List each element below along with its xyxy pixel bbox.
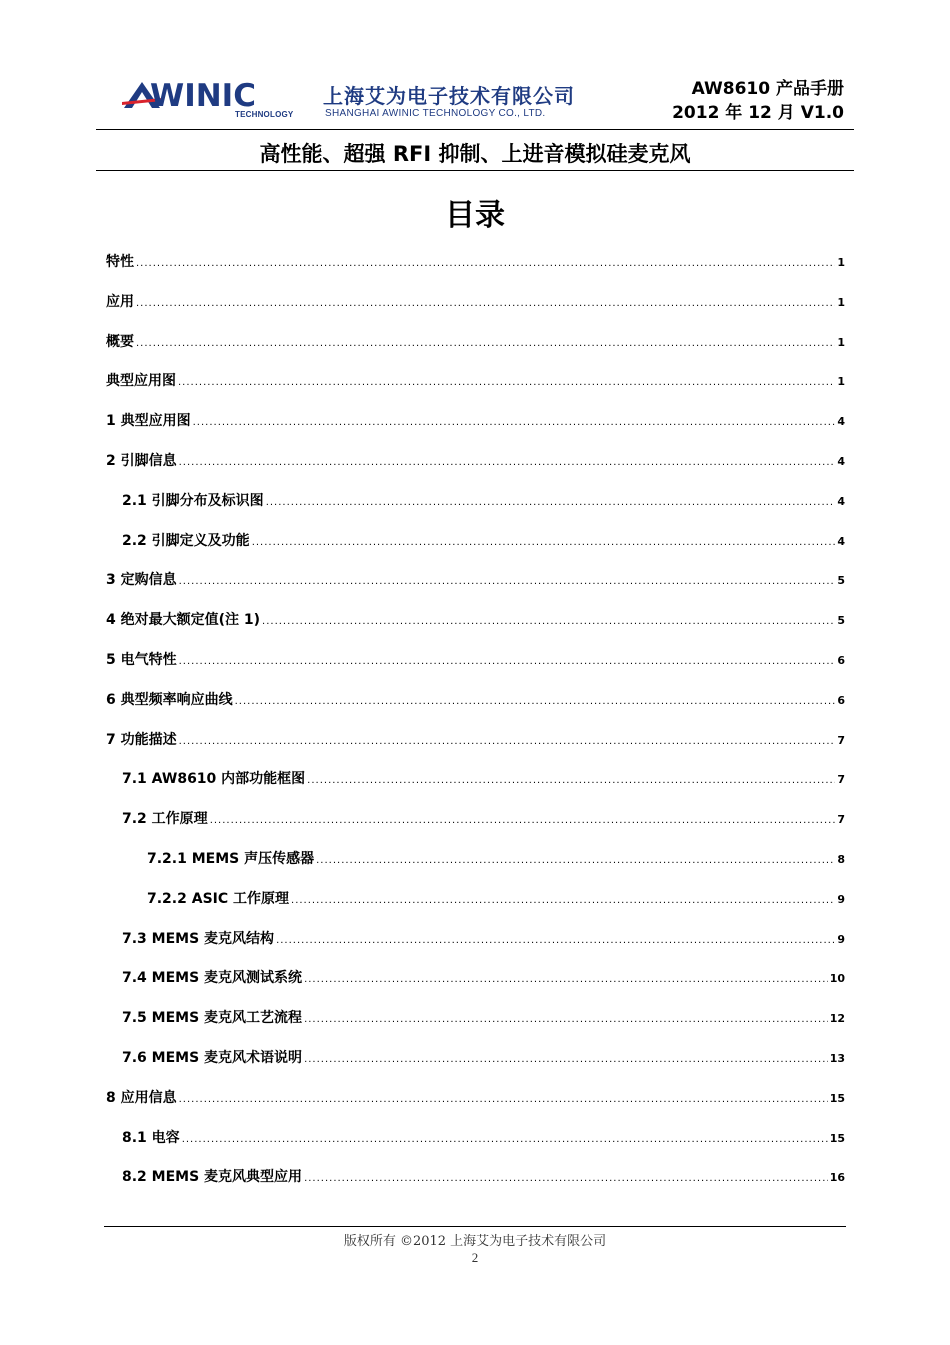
toc-entry-page: 4 xyxy=(837,415,845,428)
toc-entry-label: 2.2 引脚定义及功能 xyxy=(122,533,250,549)
toc-entry[interactable] xyxy=(106,370,845,394)
toc-entry-page: 13 xyxy=(829,1052,845,1065)
toc-entry[interactable] xyxy=(106,450,845,474)
toc-entry[interactable] xyxy=(106,569,845,593)
toc-entry-page: 4 xyxy=(837,535,845,548)
toc-entry[interactable] xyxy=(147,888,845,912)
toc-leader-dots xyxy=(291,895,835,906)
toc-entry-label: 7 功能描述 xyxy=(106,732,177,748)
toc-entry-label: 2 引脚信息 xyxy=(106,453,177,469)
product-subtitle: 高性能、超强 RFI 抑制、上进音模拟硅麦克风 xyxy=(259,142,691,166)
toc-entry-label: 8.1 电容 xyxy=(122,1130,180,1146)
logo-wordmark: WINIC xyxy=(150,78,256,114)
toc-entry-page: 6 xyxy=(837,654,845,667)
toc-entry-label: 7.2.1 MEMS 声压传感器 xyxy=(147,851,315,867)
toc-entry-page: 4 xyxy=(837,495,845,508)
footer-divider xyxy=(104,1226,846,1227)
toc-entry-label: 5 电气特性 xyxy=(106,652,177,668)
company-name-en: SHANGHAI AWINIC TECHNOLOGY CO., LTD. xyxy=(325,108,546,119)
toc-entry-label: 2.1 引脚分布及标识图 xyxy=(122,493,264,509)
toc-entry[interactable] xyxy=(122,928,845,952)
toc-entry[interactable] xyxy=(122,490,845,514)
toc-entry[interactable] xyxy=(122,1166,845,1190)
toc-entry-label: 特性 xyxy=(106,254,134,270)
logo-tagline: TECHNOLOGY xyxy=(235,110,294,119)
toc-leader-dots xyxy=(252,537,836,548)
toc-heading: 目录 xyxy=(445,198,505,233)
toc-leader-dots xyxy=(307,775,835,786)
toc-leader-dots xyxy=(304,1054,828,1065)
toc-leader-dots xyxy=(262,616,835,627)
toc-entry[interactable] xyxy=(106,649,845,673)
toc-leader-dots xyxy=(193,417,836,428)
toc-entry-page: 1 xyxy=(837,336,845,349)
toc-leader-dots xyxy=(179,457,836,468)
toc-entry-label: 典型应用图 xyxy=(106,373,176,389)
toc-entry-page: 1 xyxy=(837,256,845,269)
toc-entry[interactable] xyxy=(106,689,845,713)
toc-entry[interactable] xyxy=(122,1127,845,1151)
toc-entry[interactable] xyxy=(106,331,845,355)
toc-leader-dots xyxy=(235,696,836,707)
toc-entry-page: 7 xyxy=(837,773,845,786)
toc-entry[interactable] xyxy=(122,967,845,991)
toc-leader-dots xyxy=(316,855,835,866)
toc-leader-dots xyxy=(179,1094,828,1105)
toc-entry-page: 12 xyxy=(829,1012,845,1025)
header-divider xyxy=(96,129,854,130)
toc-entry-label: 7.6 MEMS 麦克风术语说明 xyxy=(122,1050,303,1066)
toc-entry-label: 7.2.2 ASIC 工作原理 xyxy=(147,891,290,907)
toc-entry-label: 7.1 AW8610 内部功能框图 xyxy=(122,771,306,787)
toc-entry[interactable] xyxy=(122,1007,845,1031)
toc-entry-page: 9 xyxy=(837,933,845,946)
subtitle-divider xyxy=(96,170,854,171)
toc-entry-page: 15 xyxy=(829,1132,845,1145)
toc-entry[interactable] xyxy=(106,1087,845,1111)
page-number: 2 xyxy=(471,1250,479,1265)
toc-entry-page: 8 xyxy=(837,853,845,866)
toc-leader-dots xyxy=(136,338,835,349)
toc-entry-label: 8 应用信息 xyxy=(106,1090,177,1106)
toc-entry-page: 1 xyxy=(837,296,845,309)
toc-entry-page: 1 xyxy=(837,375,845,388)
toc-entry[interactable] xyxy=(122,1047,845,1071)
toc-entry-label: 7.4 MEMS 麦克风测试系统 xyxy=(122,970,303,986)
toc-entry-page: 5 xyxy=(837,574,845,587)
toc-leader-dots xyxy=(136,258,835,269)
toc-entry-page: 9 xyxy=(837,893,845,906)
toc-entry-label: 1 典型应用图 xyxy=(106,413,191,429)
toc-entry[interactable] xyxy=(122,530,845,554)
toc-entry-page: 10 xyxy=(829,972,845,985)
toc-entry-label: 应用 xyxy=(106,294,134,310)
toc-entry-label: 4 绝对最大额定值(注 1) xyxy=(106,612,261,628)
toc-leader-dots xyxy=(178,377,835,388)
toc-entry[interactable] xyxy=(122,768,845,792)
toc-entry-page: 7 xyxy=(837,734,845,747)
page-header xyxy=(0,0,950,140)
toc-entry-label: 3 定购信息 xyxy=(106,572,177,588)
toc-entry-label: 6 典型频率响应曲线 xyxy=(106,692,233,708)
document-title: AW8610 产品手册 xyxy=(691,79,844,99)
toc-entry[interactable] xyxy=(106,729,845,753)
toc-entry-page: 5 xyxy=(837,614,845,627)
toc-entry-label: 7.5 MEMS 麦克风工艺流程 xyxy=(122,1010,303,1026)
toc-entry-label: 概要 xyxy=(106,334,134,350)
toc-leader-dots xyxy=(210,815,836,826)
toc-leader-dots xyxy=(304,1014,828,1025)
company-name-cn: 上海艾为电子技术有限公司 xyxy=(323,84,575,108)
toc-entry-label: 7.2 工作原理 xyxy=(122,811,208,827)
toc-entry-page: 6 xyxy=(837,694,845,707)
toc-leader-dots xyxy=(179,656,836,667)
toc-leader-dots xyxy=(304,1173,828,1184)
toc-entry[interactable] xyxy=(106,251,845,275)
toc-leader-dots xyxy=(179,576,836,587)
toc-entry-page: 4 xyxy=(837,455,845,468)
toc-leader-dots xyxy=(136,298,835,309)
toc-entry[interactable] xyxy=(106,410,845,434)
toc-leader-dots xyxy=(182,1134,828,1145)
toc-leader-dots xyxy=(179,736,836,747)
toc-entry-label: 8.2 MEMS 麦克风典型应用 xyxy=(122,1169,303,1185)
toc-entry[interactable] xyxy=(106,291,845,315)
toc-entry[interactable] xyxy=(106,609,845,633)
toc-leader-dots xyxy=(276,935,835,946)
toc-leader-dots xyxy=(304,974,828,985)
toc-entry-page: 7 xyxy=(837,813,845,826)
toc-entry[interactable] xyxy=(122,808,845,832)
toc-entry-page: 15 xyxy=(829,1092,845,1105)
document-date-version: 2012 年 12 月 V1.0 xyxy=(672,103,844,123)
footer-copyright: 版权所有 ©2012 上海艾为电子技术有限公司 xyxy=(343,1234,607,1249)
toc-entry-page: 16 xyxy=(829,1171,845,1184)
toc-entry[interactable] xyxy=(147,848,845,872)
toc-leader-dots xyxy=(266,497,836,508)
toc-entry-label: 7.3 MEMS 麦克风结构 xyxy=(122,931,275,947)
